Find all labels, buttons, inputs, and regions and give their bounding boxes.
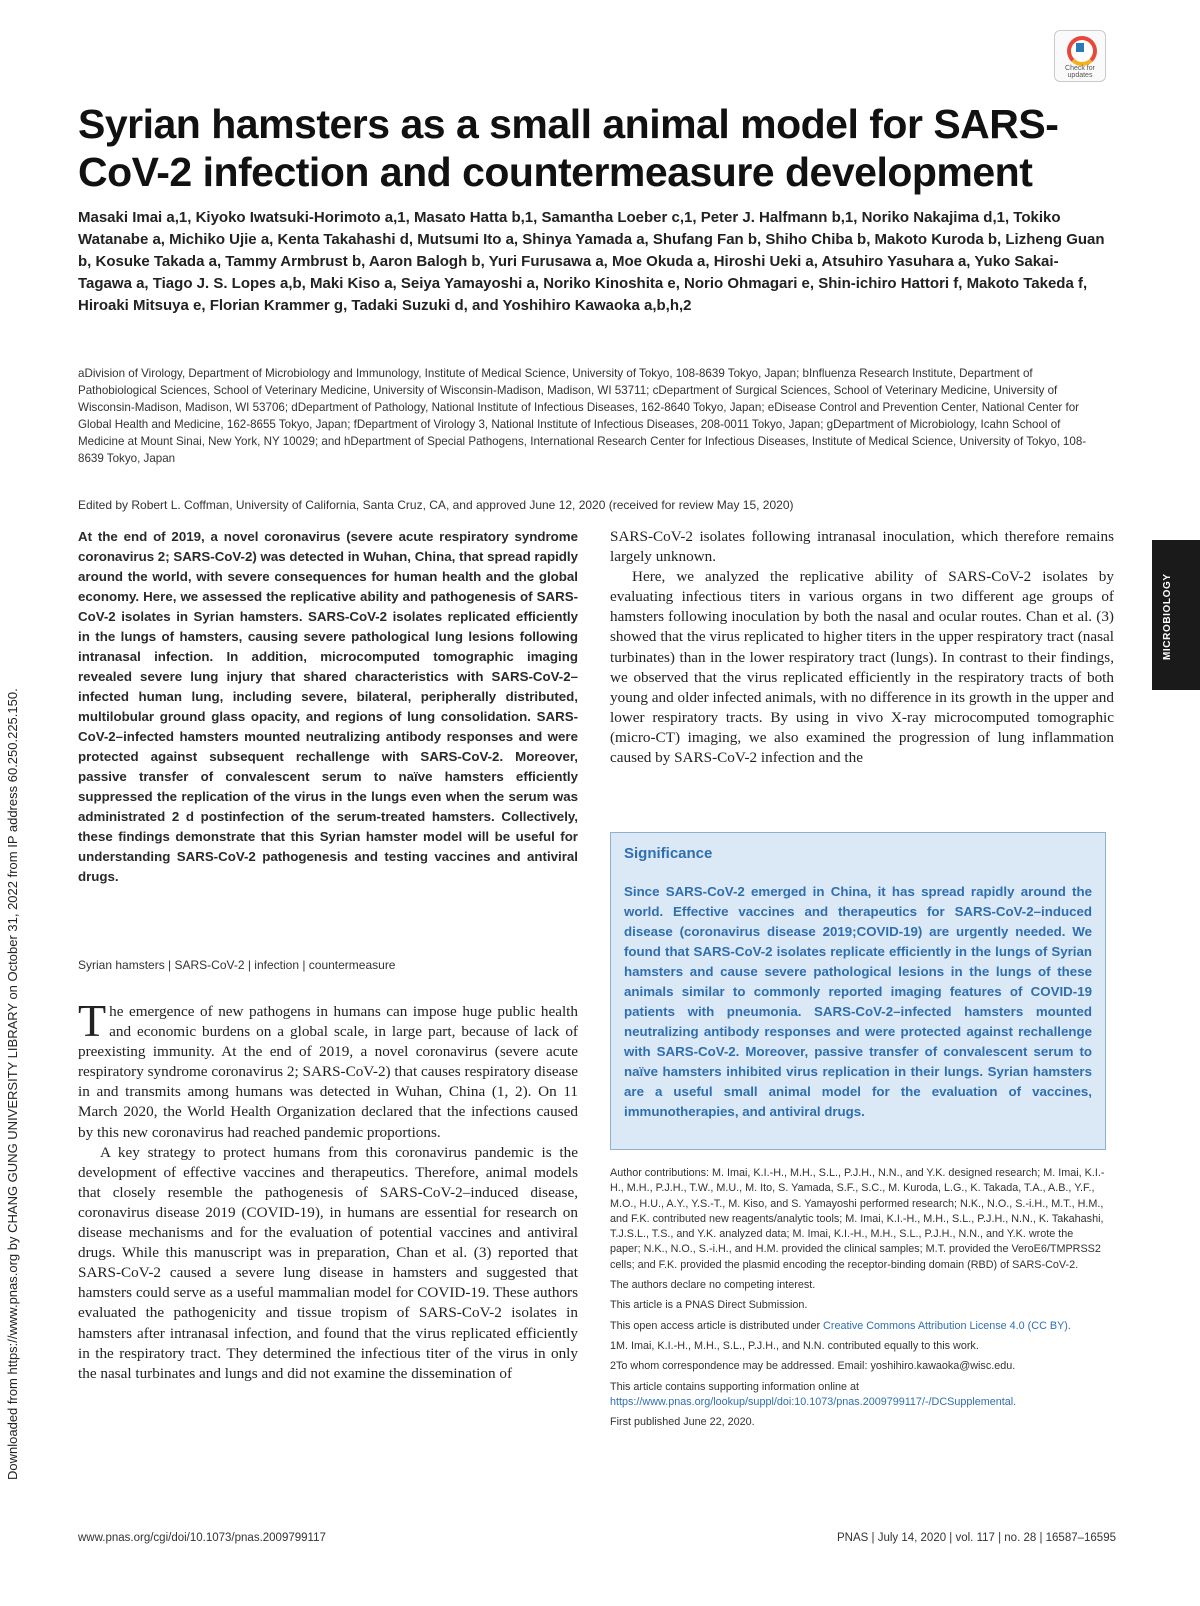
first-published: First published June 22, 2020. xyxy=(610,1416,755,1429)
section-tab xyxy=(1152,540,1200,690)
abstract: At the end of 2019, a novel coronavirus (severe acute respiratory syndrome coronavirus 2; SARS-CoV-2) was detected in Wuhan, China, that spread rapidly around the world, with severe consequences for human health and the global economy. Here, we assessed the replicative ability and pathogenesis of SARS-CoV-2 isolates in Syrian hamsters. SARS-CoV-2 isolates replicated efficiently in the lungs of hamsters, causing severe pathological lung lesions following intranasal infection. In addition, microcomputed tomographic imaging revealed severe lung injury that shared characteristics with SARS-CoV-2–infected human lung, including severe, bilateral, peripherally distributed, multilobular ground glass opacity, and regions of lung consolidation. SARS-CoV-2–infected hamsters mounted neutralizing antibody responses and were protected against subsequent rechallenge with SARS-CoV-2. Moreover, passive transfer of convalescent serum to naïve hamsters efficiently suppressed the replication of the virus in the lungs even when the serum was administrated 2 d postinfection of the serum-treated hamsters. Collectively, these findings demonstrate that this Syrian hamster model will be useful for understanding SARS-CoV-2 pathogenesis and testing vaccines and antiviral drugs. xyxy=(78,529,578,884)
footnotes xyxy=(610,1166,1106,1435)
author-list[interactable]: Masaki Imai a,1, Kiyoko Iwatsuki-Horimoto a,1, Masato Hatta b,1, Samantha Loeber c,1, Peter J. Halfmann b,1, Noriko Nakajima d,1, Tokiko Watanabe a, Michiko Ujie a, Kenta Takahashi d, Mutsumi Ito a, Shinya Yamada a, Shufang Fan b, Shiho Chiba b, Makoto Kuroda b, Lizheng Guan b, Kosuke Takada a, Tammy Armbrust b, Aaron Balogh b, Yuri Furusawa a, Moe Okuda a, Hiroshi Ueki a, Atsuhiro Yasuhara a, Yuko Sakai-Tagawa a, Tiago J. S. Lopes a,b, Maki Kiso a, Seiya Yamayoshi a, Noriko Kinoshita e, Norio Ohmagari e, Shin-ichiro Hattori f, Makoto Takeda f, Hiroaki Mitsuya e, Florian Krammer g, Tadaki Suzuki d, and Yoshihiro Kawaoka a,b,h,2 xyxy=(78,209,1105,314)
supporting-info-link[interactable]: https://www.pnas.org/lookup/suppl/doi:10.1073/pnas.2009799117/-/DCSupplemental. xyxy=(610,1395,1017,1408)
body-column-left xyxy=(78,995,578,1384)
footer-journal-info: PNAS | July 14, 2020 | vol. 117 | no. 28 | 16587–16595 xyxy=(837,1532,1116,1544)
dropcap: T xyxy=(78,995,107,1046)
license-link[interactable]: Creative Commons Attribution License 4.0 (CC BY). xyxy=(823,1319,1071,1332)
keywords: Syrian hamsters | SARS-CoV-2 | infection | countermeasure xyxy=(78,958,396,972)
body-paragraph: Here, we analyzed the replicative ability of SARS-CoV-2 isolates by evaluating infectious titers in various organs in two different age groups of hamsters following inoculation by both the nasal and ocular routes. Chan et al. (3) showed that the virus replicated to higher titers in the upper respiratory tract (nasal turbinates) than in the lower respiratory tract (lungs). In contrast to their findings, we observed that the virus replicated efficiently in the respiratory tracts of both young and older infected animals, with no difference in its growth in the upper and lower respiratory tracts. By using in vivo X-ray microcomputed tomographic (micro-CT) imaging, we also examined the progression of lung inflammation caused by SARS-CoV-2 infection and the xyxy=(610,568,1114,767)
open-access-text: This open access article is distributed under xyxy=(610,1319,824,1332)
supporting-info xyxy=(610,1380,1106,1411)
author-contributions: Author contributions: M. Imai, K.I.-H., M.H., S.L., P.J.H., N.N., and Y.K. designed research; M. Imai, K.I.-H., M.H., P.J.H., T.W., M.U., M. Ito, S. Yamada, S.F., S.C., M. Kuroda, L.G., K. Takada, T.A., A.B., Y.F., M.O., H.U., A.Y., Y.S.-T., M. Kiso, and S. Yamayoshi performed research; N.K., N.O., S.-i.H., M.T., H.M., and F.K. contributed new reagents/analytic tools; M. Imai, K.I.-H., M.H., S.L., P.J.H., N.N., K. Takahashi, T.J.S.L., T.S., and Y.K. analyzed data; M. Imai, K.I.-H., M.H., S.L., P.J.H., N.N., and Y.K. wrote the paper; N.K., N.O., S.-i.H., and H.M. provided the clinical samples; M.T. provided the VeroE6/TMPRSS2 cells; and F.K. provided the plasmid encoding the receptor-binding domain (RBD) of SARS-CoV-2. xyxy=(610,1167,1105,1271)
affiliations: aDivision of Virology, Department of Microbiology and Immunology, Institute of Medical Science, University of Tokyo, 108-8639 Tokyo, Japan; bInfluenza Research Institute, Department of Pathobiological Sciences, School of Veterinary Medicine, University of Wisconsin-Madison, Madison, WI 53711; cDepartment of Surgical Sciences, School of Veterinary Medicine, University of Wisconsin-Madison, Madison, WI 53706; dDepartment of Pathology, National Institute of Infectious Diseases, 162-8640 Tokyo, Japan; eDisease Control and Prevention Center, National Center for Global Health and Medicine, 162-8655 Tokyo, Japan; fDepartment of Virology 3, National Institute of Infectious Diseases, 208-0011 Tokyo, Japan; gDepartment of Microbiology, Icahn School of Medicine at Mount Sinai, New York, NY 10029; and hDepartment of Special Pathogens, International Research Center for Infectious Diseases, Institute of Medical Science, University of Tokyo, 108-8639 Tokyo, Japan xyxy=(78,367,1087,465)
body-paragraph-text: he emergence of new pathogens in humans can impose huge public health and economic burdens on a global scale, in large part, because of lack of preexisting immunity. At the end of 2019, a novel coronavirus (severe acute respiratory syndrome coronavirus 2; SARS-CoV-2) that causes respiratory disease in and transmits among humans was detected in Wuhan, China (1, 2). On 11 March 2020, the World Health Organization declared that the infections caused by this new coronavirus had reached pandemic proportions. xyxy=(78,1003,578,1141)
equal-contribution: 1M. Imai, K.I.-H., M.H., S.L., P.J.H., and N.N. contributed equally to this work. xyxy=(610,1339,979,1352)
direct-submission: This article is a PNAS Direct Submission. xyxy=(610,1299,808,1312)
crossmark-bookmark-icon xyxy=(1076,43,1084,52)
section-tab-label: MICROBIOLOGY xyxy=(1162,573,1173,660)
editor-note: Edited by Robert L. Coffman, University of California, Santa Cruz, CA, and approved June 12, 2020 (received for review May 15, 2020) xyxy=(78,498,794,512)
correspondence: 2To whom correspondence may be addressed. Email: yoshihiro.kawaoka@wisc.edu. xyxy=(610,1360,1016,1373)
body-paragraph: A key strategy to protect humans from this coronavirus pandemic is the development of effective vaccines and therapeutics. Therefore, animal models that closely resemble the pathogenesis of SARS-CoV-2–induced disease, coronavirus disease 2019 (COVID-19), in humans are essential for research on disease mechanisms and for the evaluation of potential vaccines and antiviral drugs. While this manuscript was in preparation, Chan et al. (3) reported that SARS-CoV-2 caused a severe lung disease in hamsters and suggested that hamsters could serve as a useful mammalian model for COVID-19. These authors evaluated the pathogenicity and tissue tropism of SARS-CoV-2 isolates in hamsters after intranasal infection, and found that the virus replicated efficiently in the respiratory tract. They determined the infectious titer of the virus in only the nasal turbinates and lungs and did not examine the dissemination of xyxy=(78,1143,578,1382)
competing-interest: The authors declare no competing interest. xyxy=(610,1279,816,1292)
supporting-info-text: This article contains supporting information online at xyxy=(610,1380,860,1393)
body-paragraph: SARS-CoV-2 isolates following intranasal inoculation, which therefore remains largely unknown. xyxy=(610,528,1114,566)
significance-text: Since SARS-CoV-2 emerged in China, it has spread rapidly around the world. Effective vaccines and therapeutics for SARS-CoV-2–induced disease (coronavirus disease 2019;COVID-19) are urgently needed. We found that SARS-CoV-2 isolates replicate efficiently in the lungs of Syrian hamsters and cause severe pathological lesions in the lungs of these animals similar to commonly reported imaging features of COVID-19 patients with pneumonia. SARS-CoV-2–infected hamsters mounted neutralizing antibody responses and were protected against rechallenge with SARS-CoV-2. Moreover, passive transfer of convalescent serum to naïve hamsters inhibited virus replication in their lungs. Syrian hamsters are a useful small animal model for the evaluation of vaccines, immunotherapies, and antiviral drugs. xyxy=(624,884,1092,1119)
open-access-note xyxy=(610,1319,1106,1334)
crossmark-label: Check for updates xyxy=(1065,65,1095,79)
download-notice: Downloaded from https://www.pnas.org by CHANG GUNG UNIVERSITY LIBRARY on October 31, 2022 from IP address 60.250.225.150. xyxy=(5,688,20,1480)
significance-title: Significance xyxy=(624,845,713,862)
significance-box xyxy=(610,832,1106,1150)
crossmark-badge[interactable] xyxy=(1054,30,1106,82)
article-title: Syrian hamsters as a small animal model for SARS-CoV-2 infection and countermeasure development xyxy=(78,101,1059,195)
body-paragraph xyxy=(78,995,578,1143)
footer-doi[interactable]: www.pnas.org/cgi/doi/10.1073/pnas.2009799117 xyxy=(78,1532,326,1544)
body-column-right xyxy=(610,527,1114,768)
